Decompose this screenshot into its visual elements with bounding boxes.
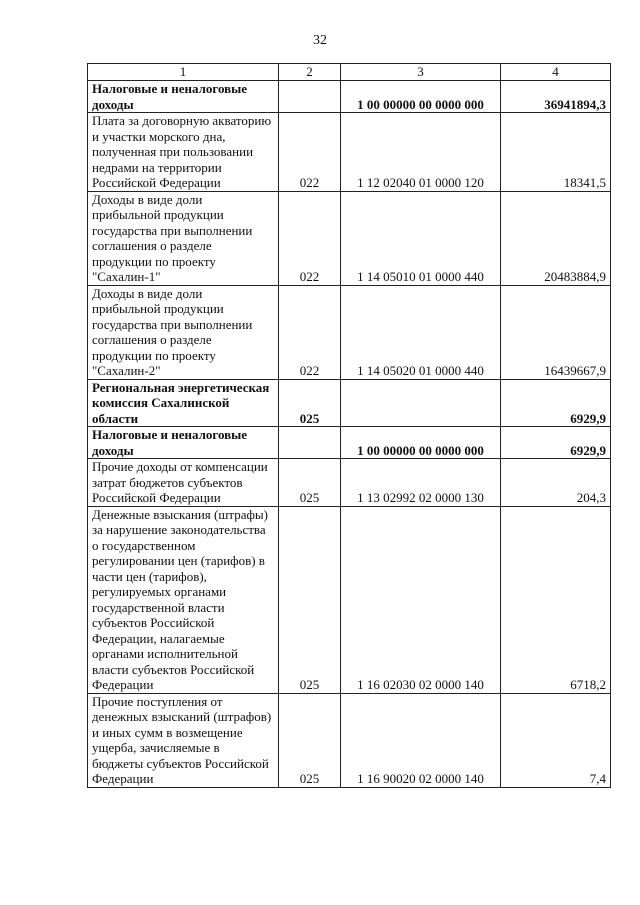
row-admin-code (279, 427, 341, 459)
row-name: Прочие поступления от денежных взысканий (штрафов) и иных сумм в возмещение ущерба, зачисляемые в бюджеты субъектов Российской Федерации (88, 693, 279, 787)
column-number-3: 3 (341, 64, 501, 81)
table-row (88, 693, 611, 787)
row-revenue-code: 1 14 05010 01 0000 440 (341, 191, 501, 285)
row-revenue-code: 1 16 02030 02 0000 140 (341, 506, 501, 693)
row-amount: 18341,5 (501, 113, 611, 192)
row-name: Налоговые и неналоговые доходы (88, 81, 279, 113)
column-number-2: 2 (279, 64, 341, 81)
row-name: Плата за договорную акваторию и участки морского дна, полученная при пользовании недрами на территории Российской Федерации (88, 113, 279, 192)
row-admin-code: 022 (279, 285, 341, 379)
row-amount: 6929,9 (501, 379, 611, 427)
row-name: Доходы в виде доли прибыльной продукции государства при выполнении соглашения о разделе продукции по проекту "Сахалин-2" (88, 285, 279, 379)
row-amount: 20483884,9 (501, 191, 611, 285)
row-admin-code: 025 (279, 506, 341, 693)
row-amount: 16439667,9 (501, 285, 611, 379)
page-number: 32 (313, 33, 327, 48)
table-row (88, 113, 611, 192)
row-amount: 36941894,3 (501, 81, 611, 113)
row-amount: 204,3 (501, 459, 611, 507)
row-admin-code: 025 (279, 693, 341, 787)
row-name: Доходы в виде доли прибыльной продукции государства при выполнении соглашения о разделе продукции по проекту "Сахалин-1" (88, 191, 279, 285)
table-row (88, 285, 611, 379)
row-name: Налоговые и неналоговые доходы (88, 427, 279, 459)
column-number-1: 1 (88, 64, 279, 81)
row-revenue-code: 1 13 02992 02 0000 130 (341, 459, 501, 507)
row-revenue-code: 1 12 02040 01 0000 120 (341, 113, 501, 192)
row-admin-code: 025 (279, 379, 341, 427)
table-row (88, 81, 611, 113)
table-row (88, 427, 611, 459)
row-name: Региональная энергетическая комиссия Сахалинской области (88, 379, 279, 427)
table-row (88, 459, 611, 507)
table-row (88, 379, 611, 427)
row-amount: 6718,2 (501, 506, 611, 693)
row-revenue-code: 1 00 00000 00 0000 000 (341, 427, 501, 459)
column-number-4: 4 (501, 64, 611, 81)
row-name: Денежные взыскания (штрафы) за нарушение законодательства о государственном регулировании цен (тарифов) в части цен (тарифов), регулируемых органами государственной власти субъектов Российской Федерации, налагаемые органами исполнительной власти субъектов Российской Федерации (88, 506, 279, 693)
table-row (88, 191, 611, 285)
row-revenue-code: 1 00 00000 00 0000 000 (341, 81, 501, 113)
row-revenue-code (341, 379, 501, 427)
row-revenue-code: 1 16 90020 02 0000 140 (341, 693, 501, 787)
row-admin-code (279, 81, 341, 113)
row-admin-code: 025 (279, 459, 341, 507)
row-name: Прочие доходы от компенсации затрат бюджетов субъектов Российской Федерации (88, 459, 279, 507)
row-amount: 7,4 (501, 693, 611, 787)
row-admin-code: 022 (279, 191, 341, 285)
row-admin-code: 022 (279, 113, 341, 192)
revenue-table (87, 63, 611, 788)
row-amount: 6929,9 (501, 427, 611, 459)
row-revenue-code: 1 14 05020 01 0000 440 (341, 285, 501, 379)
column-number-row (88, 64, 611, 81)
table-row (88, 506, 611, 693)
